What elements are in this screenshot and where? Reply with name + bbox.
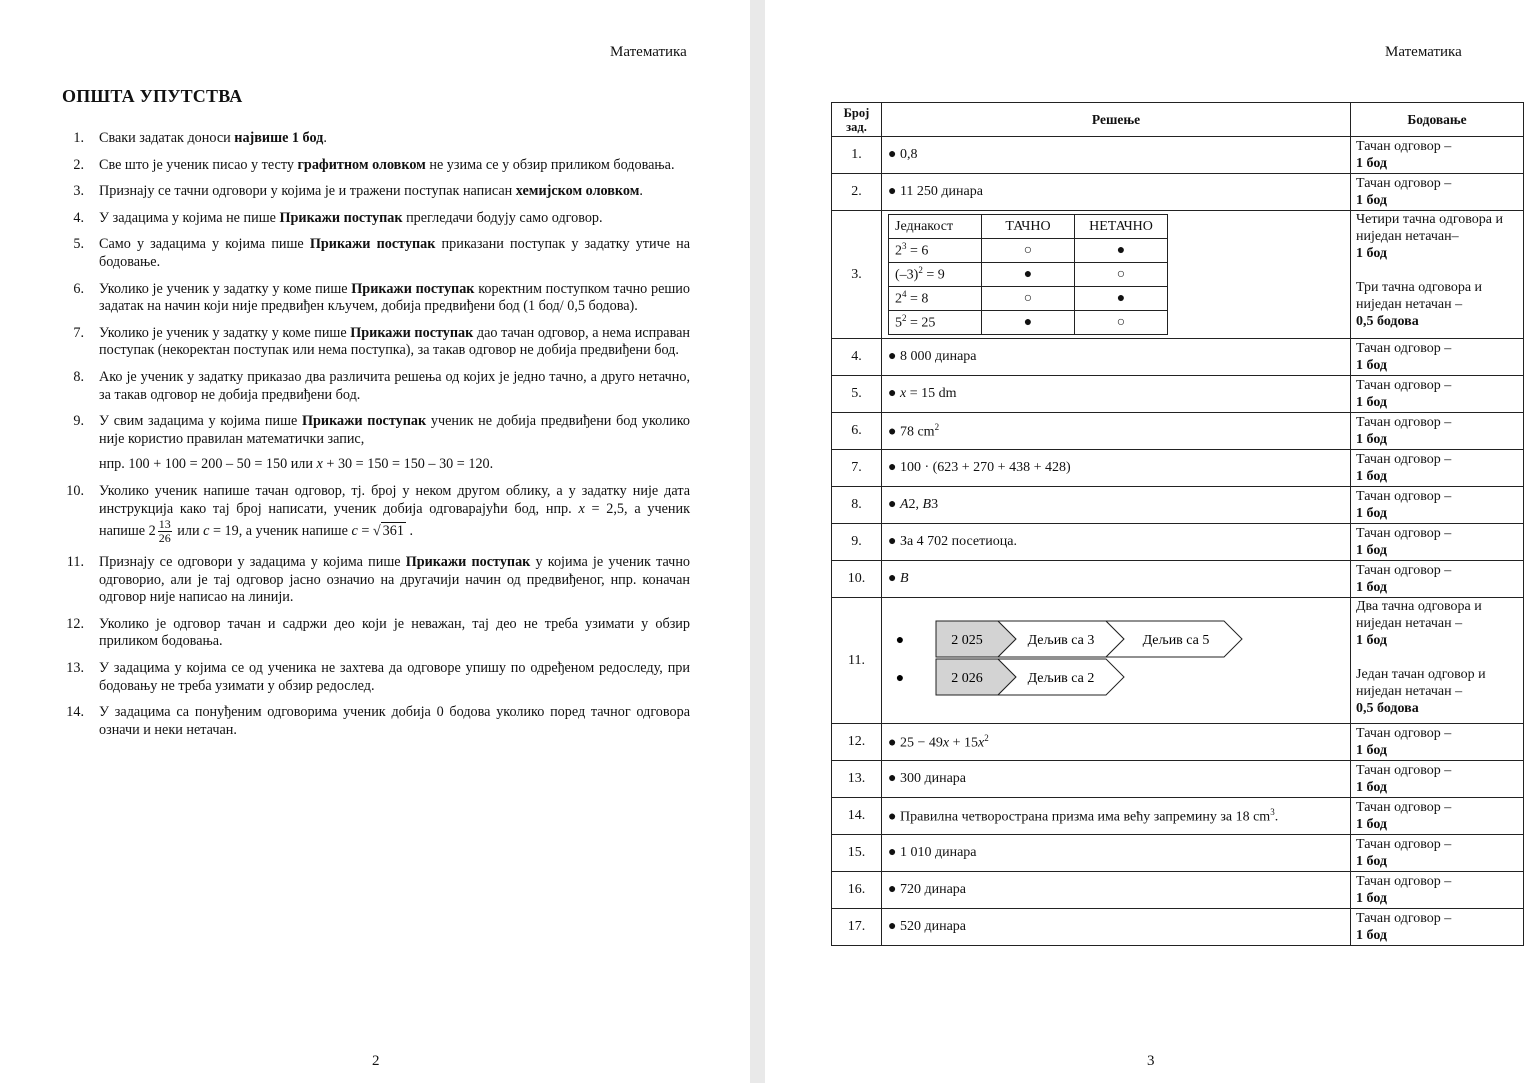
table-row — [832, 137, 1524, 174]
equality-cell: $2^4 = 8$ — [889, 287, 982, 311]
number-label: 2 026 — [951, 671, 983, 686]
table-row — [832, 798, 1524, 835]
points-cell: Тачан одговор – 1 бод — [1351, 413, 1524, 450]
rule-number: 1. — [73, 130, 84, 146]
task-number: 13. — [832, 761, 882, 798]
rule-number: 8. — [73, 368, 84, 385]
solution-cell: ● 8 000 динара — [882, 339, 1351, 376]
rule-text: Уколико ученик напише тачан одговор, тј. број у неком другом облику, а у задатку није дата инструкција како тај број написати, ученик добија одговарајући бод, нпр. x = 2,5, а ученик напише 2 $\frac{13}{26}$ или c = 19, а ученик напише c = √ 361 . — [99, 482, 690, 546]
equality-table-header: НЕТАЧНО — [1075, 215, 1168, 239]
solution-cell: ● A2, B3 — [882, 487, 1351, 524]
col-header-solution: Решење — [882, 103, 1351, 137]
table-row — [832, 174, 1524, 211]
solution-cell: ● x = 15 dm — [882, 376, 1351, 413]
rule-text: Уколико је одговор тачан и садржи део који је неважан, тај део не треба узимати у обзир приликом бодовања. — [99, 615, 690, 650]
task-number: 10. — [832, 561, 882, 598]
task-number: 16. — [832, 872, 882, 909]
rule-number: 2. — [73, 156, 84, 173]
rule-text: У задацима у којима не пише Прикажи поступак прегледачи бодују само одговор. — [99, 209, 603, 226]
solution-cell: ● 300 динара — [882, 761, 1351, 798]
points-cell: Тачан одговор – 1 бод — [1351, 174, 1524, 211]
rule-item — [62, 130, 690, 148]
rule-item — [62, 554, 690, 607]
solution-cell: ● 520 динара — [882, 909, 1351, 946]
task-number: 7. — [832, 450, 882, 487]
col-header-points: Бодовање — [1351, 103, 1524, 137]
table-row — [832, 211, 1524, 339]
rule-text: У свим задацима у којима пише Прикажи поступак ученик не добија предвиђени бод уколико није користио правилан математички запис, нпр. 100 + 100 = 200 – 50 = 150 или x + 30 = 150 = 150 – 30 = 120. — [99, 413, 691, 473]
rule-text: Уколико је ученик у задатку у коме пише Прикажи поступак коректним поступком тачно решио задатак на начин који није предвиђен кључем, добија предвиђени бод (1 бод/ 0,5 бодова). — [99, 280, 690, 315]
task-number: 2. — [832, 174, 882, 211]
points-cell: Тачан одговор – 1 бод — [1351, 835, 1524, 872]
solution-cell: ● $25 - 49x + 15x^2$ — [882, 724, 1351, 761]
rules-list — [62, 130, 690, 748]
solution-cell: ● B — [882, 561, 1351, 598]
equality-cell: $5^2 = 25$ — [889, 311, 982, 335]
false-mark: ● — [1075, 287, 1168, 311]
task-number: 5. — [832, 376, 882, 413]
left-page — [0, 0, 750, 1083]
task-number: 15. — [832, 835, 882, 872]
page-header: Математика — [1385, 44, 1462, 60]
task-number: 6. — [832, 413, 882, 450]
true-mark: ● — [982, 263, 1075, 287]
solution-cell: ● 100 · (623 + 270 + 438 + 428) — [882, 450, 1351, 487]
answer-key-table — [831, 102, 1524, 946]
solution-cell: ● 78 $cm^2$ — [882, 413, 1351, 450]
rule-item — [62, 483, 690, 545]
task-number: 12. — [832, 724, 882, 761]
rule-item — [62, 210, 690, 228]
page-header: Математика — [610, 44, 687, 60]
table-row — [832, 724, 1524, 761]
rule-number: 9. — [73, 413, 84, 430]
true-mark: ○ — [982, 239, 1075, 263]
task-number: 11. — [832, 598, 882, 724]
rule-number: 12. — [66, 615, 84, 632]
table-row — [832, 524, 1524, 561]
points-cell: Тачан одговор – 1 бод — [1351, 724, 1524, 761]
arrow-label: Дељив са 5 — [1142, 633, 1210, 648]
rule-item — [62, 281, 690, 316]
equality-cell: $(-3)^2 = 9$ — [889, 263, 982, 287]
rule-item — [62, 616, 690, 651]
table-row — [832, 339, 1524, 376]
rule-text: Признају се одговори у задацима у којима пише Прикажи поступак у којима је ученик тачно одговорио, али је тај одговор јасно означио на другачији начин од предвиђеног, нпр. коначан одговор није написао на линији. — [99, 554, 691, 606]
task-number: 17. — [832, 909, 882, 946]
rule-item — [62, 236, 690, 271]
equality-table-header: Једнакост — [889, 215, 982, 239]
task-number: 4. — [832, 339, 882, 376]
rule-item — [62, 704, 690, 739]
points-cell: Тачан одговор – 1 бод — [1351, 450, 1524, 487]
page-number: 2 — [372, 1053, 380, 1069]
false-mark: ● — [1075, 239, 1168, 263]
arrow-label: Дељив са 3 — [1027, 633, 1095, 648]
rule-number: 7. — [73, 324, 84, 341]
rule-number: 3. — [73, 183, 84, 200]
points-cell: Четири тачна одговора и ниједан нетачан– 1 бод Три тачна одговора и ниједан нетачан – 0,5 бодова — [1351, 211, 1524, 339]
solution-cell: ● 720 динара — [882, 872, 1351, 909]
page-title: ОПШТА УПУТСТВА — [62, 86, 243, 106]
rule-item — [62, 183, 690, 201]
task-number: 9. — [832, 524, 882, 561]
points-cell: Тачан одговор – 1 бод — [1351, 798, 1524, 835]
rule-text: Признају се тачни одговори у којима је и тражени поступак написан хемијском оловком. — [99, 183, 643, 200]
points-cell: Два тачна одговора и ниједан нетачан – 1 бод Један тачан одговор и ниједан нетачан – 0,5 бодова — [1351, 598, 1524, 724]
rule-text: Само у задацима у којима пише Прикажи поступак приказани поступак у задатку утиче на бодовање. — [99, 236, 691, 270]
points-cell: Тачан одговор – 1 бод — [1351, 761, 1524, 798]
table-row — [832, 376, 1524, 413]
rule-text: Све што је ученик писао у тесту графитном оловком не узима се у обзир приликом бодовања. — [99, 156, 675, 173]
task-number: 8. — [832, 487, 882, 524]
table-row — [832, 761, 1524, 798]
table-row — [832, 413, 1524, 450]
points-cell: Тачан одговор – 1 бод — [1351, 524, 1524, 561]
task-number: 14. — [832, 798, 882, 835]
page-number: 3 — [1147, 1053, 1155, 1069]
col-header-num: Број зад. — [832, 103, 882, 137]
equality-table — [888, 214, 1168, 335]
divisibility-arrows — [888, 599, 1268, 717]
false-mark: ○ — [1075, 263, 1168, 287]
solution-cell: ● 1 010 динара — [882, 835, 1351, 872]
arrow-label: Дељив са 2 — [1027, 671, 1095, 686]
rule-number: 14. — [66, 704, 84, 721]
rule-text: Ако је ученик у задатку приказао два различита решења од којих је једно тачно, а друго нетачно, за такав одговор не добија предвиђени бод. — [99, 368, 690, 403]
table-row — [832, 909, 1524, 946]
points-cell: Тачан одговор – 1 бод — [1351, 561, 1524, 598]
true-mark: ● — [982, 311, 1075, 335]
rule-number: 4. — [73, 209, 84, 226]
false-mark: ○ — [1075, 311, 1168, 335]
task-number: 1. — [832, 137, 882, 174]
points-cell: Тачан одговор – 1 бод — [1351, 487, 1524, 524]
bullet: ● — [895, 633, 905, 648]
rule-item — [62, 157, 690, 175]
table-row — [832, 450, 1524, 487]
equality-cell: $2^3 = 6$ — [889, 239, 982, 263]
right-page — [765, 0, 1540, 1083]
points-cell: Тачан одговор – 1 бод — [1351, 872, 1524, 909]
solution-cell — [882, 598, 1351, 724]
bullet: ● — [895, 671, 905, 686]
solution-cell: ● За 4 702 посетиоца. — [882, 524, 1351, 561]
rule-number: 6. — [73, 280, 84, 297]
rule-number: 13. — [66, 660, 84, 677]
points-cell: Тачан одговор – 1 бод — [1351, 909, 1524, 946]
solution-cell: ● 11 250 динара — [882, 174, 1351, 211]
table-row — [832, 872, 1524, 909]
rule-item — [62, 413, 690, 474]
solution-cell: ● 0,8 — [882, 137, 1351, 174]
points-cell: Тачан одговор – 1 бод — [1351, 376, 1524, 413]
solution-cell — [882, 211, 1351, 339]
true-mark: ○ — [982, 287, 1075, 311]
rule-item — [62, 325, 690, 360]
rule-text: Сваки задатак доноси највише 1 бод. — [99, 130, 327, 146]
points-cell: Тачан одговор – 1 бод — [1351, 137, 1524, 174]
number-label: 2 025 — [951, 633, 983, 648]
rule-text: У задацима са понуђеним одговорима ученик добија 0 бодова уколико поред тачног одговора означи и неки нетачан. — [99, 704, 690, 738]
rule-number: 10. — [66, 482, 84, 499]
rule-text: У задацима у којима се од ученика не захтева да одговоре упишу по одређеном редоследу, при бодовању не треба узимати у обзир редослед. — [99, 660, 690, 694]
rule-item — [62, 660, 690, 695]
table-row — [832, 835, 1524, 872]
points-cell: Тачан одговор – 1 бод — [1351, 339, 1524, 376]
equality-table-header: ТАЧНО — [982, 215, 1075, 239]
rule-item — [62, 369, 690, 404]
rule-number: 5. — [73, 236, 84, 253]
rule-text: Уколико је ученик у задатку у коме пише Прикажи поступак дао тачан одговор, а нема исправан поступак (некоректан поступак или нема поступка), за такав одговор не добија предвиђени бод. — [99, 324, 691, 359]
table-row — [832, 561, 1524, 598]
table-row — [832, 487, 1524, 524]
rule-number: 11. — [66, 554, 84, 571]
table-row — [832, 598, 1524, 724]
task-number: 3. — [832, 211, 882, 339]
solution-cell: ● Правилна четворострана призма има већу запремину за 18 $cm^3$. — [882, 798, 1351, 835]
